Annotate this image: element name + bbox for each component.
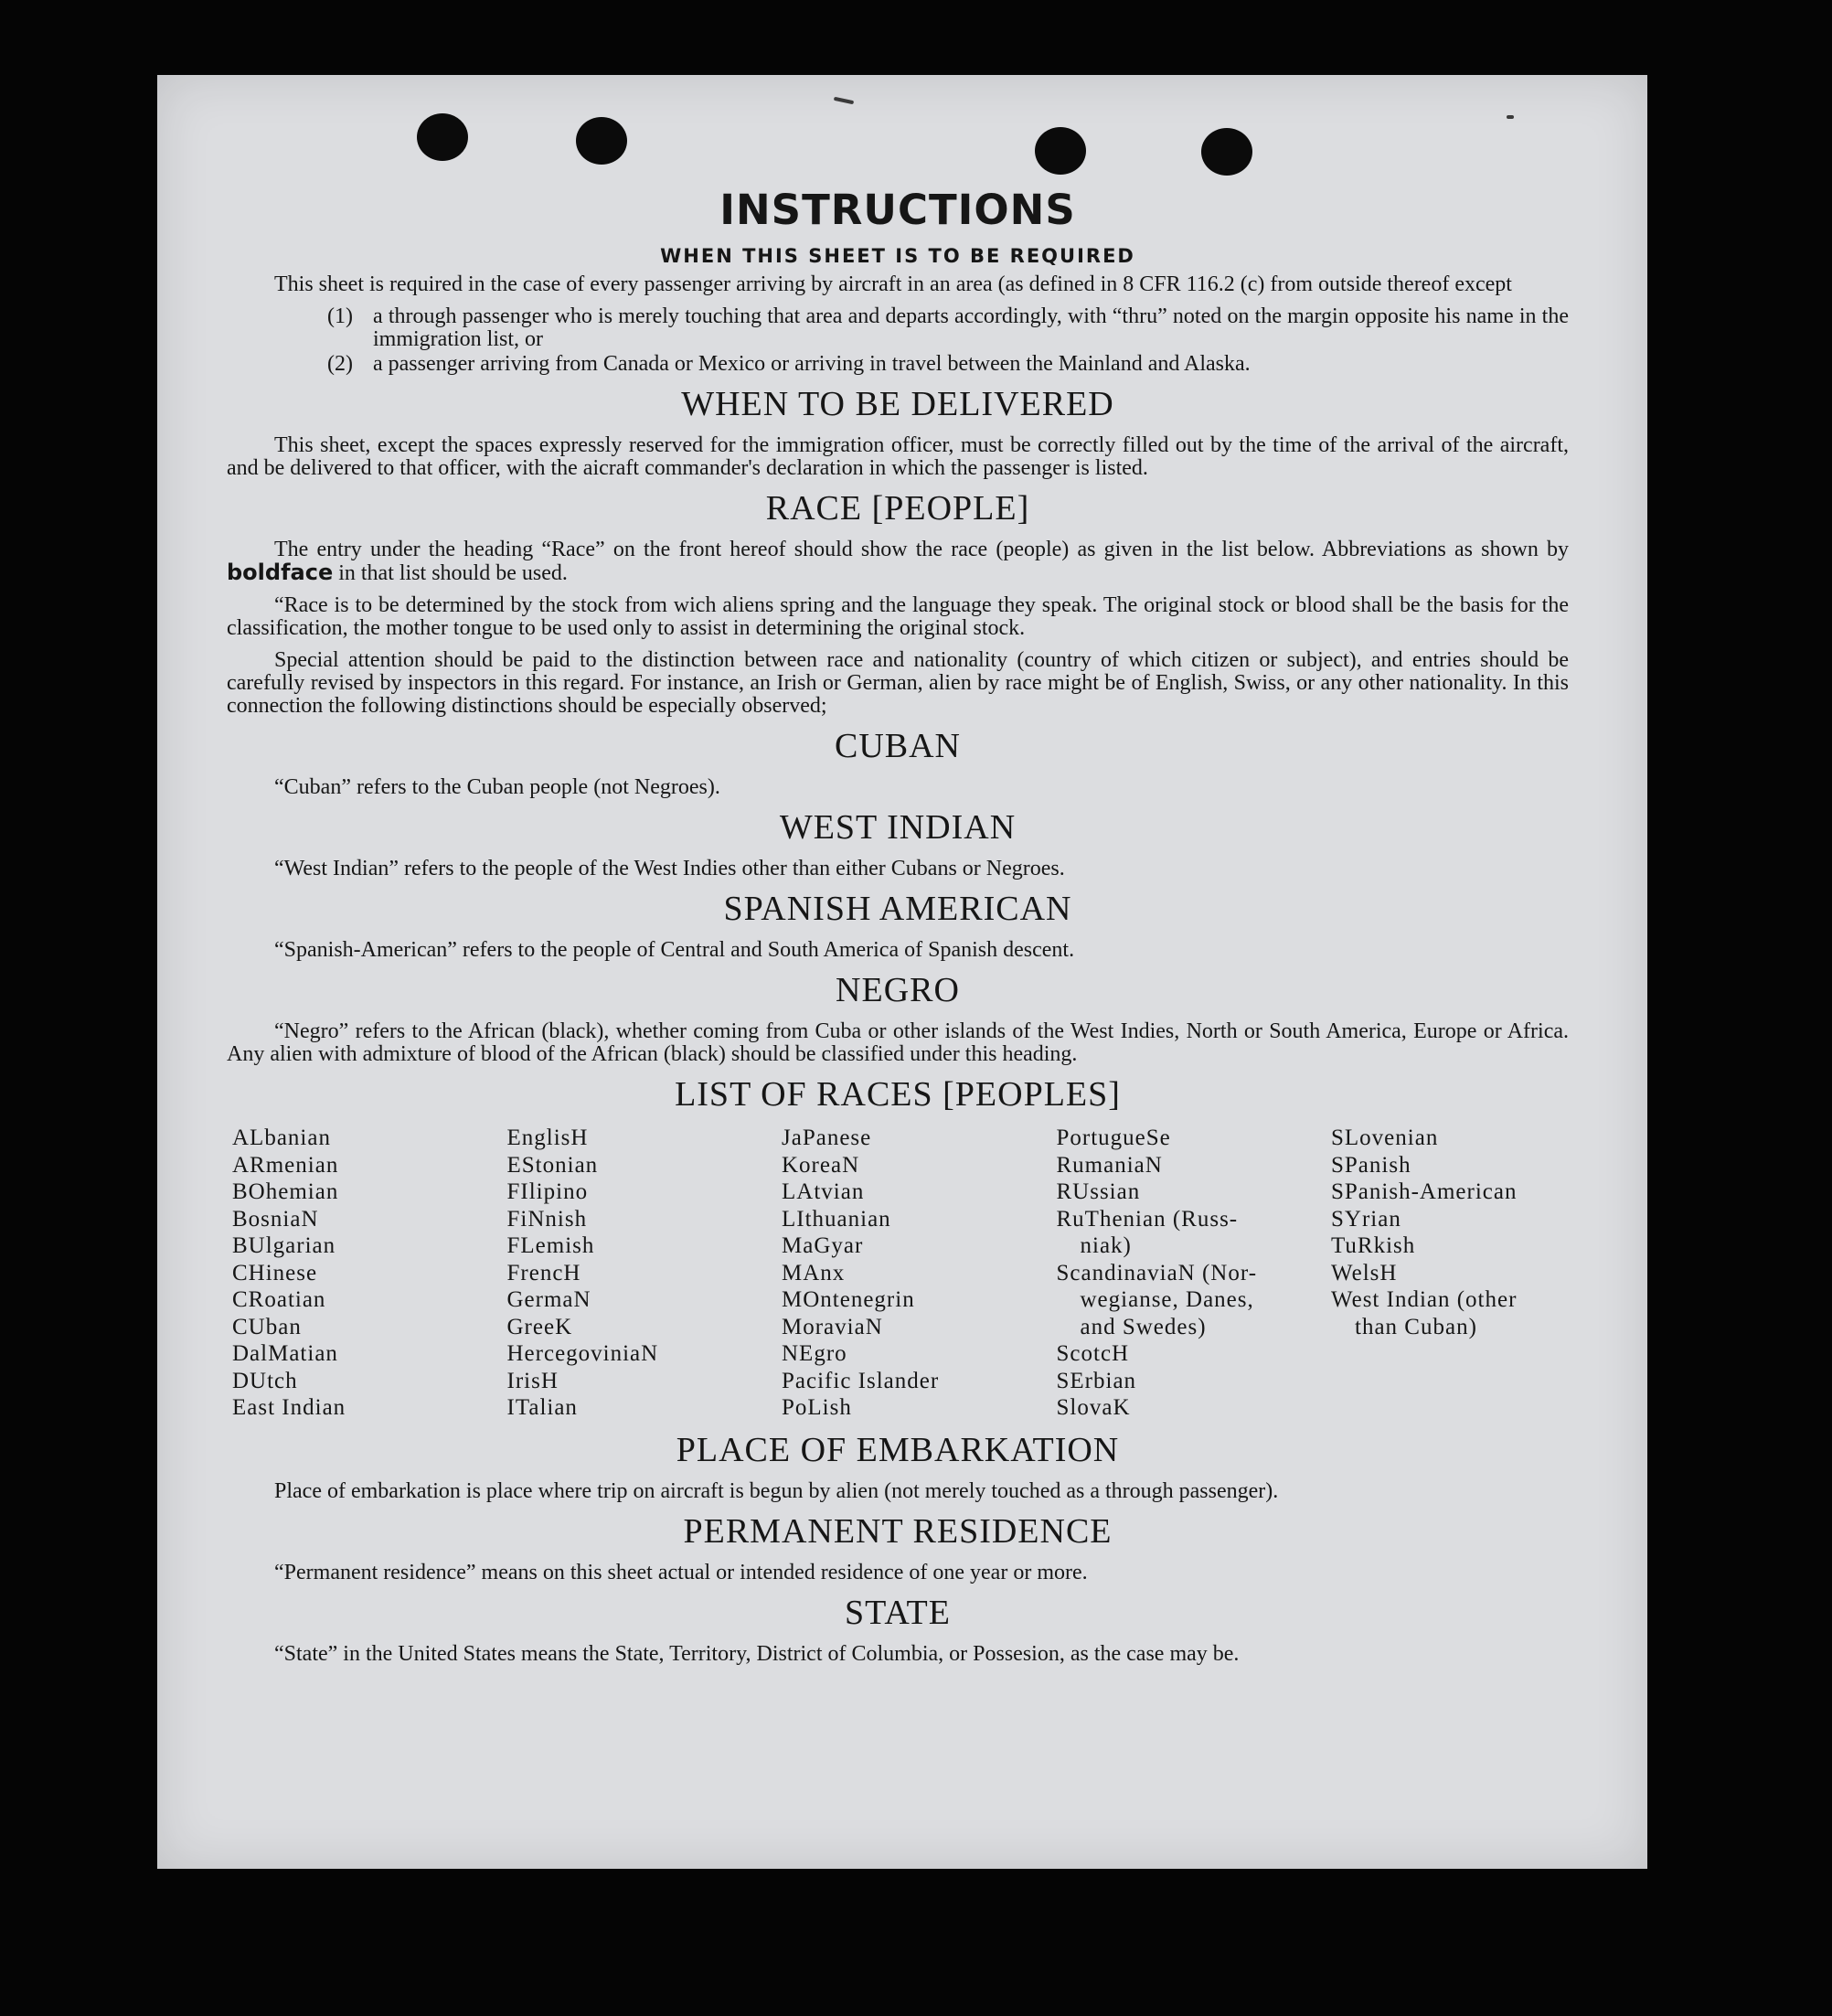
race-heading: RACE [PEOPLE] bbox=[765, 489, 1030, 528]
race-entry: SErbian bbox=[1056, 1368, 1137, 1393]
required-heading: WHEN THIS SHEET IS TO BE REQUIRED bbox=[660, 245, 1135, 267]
race-entry: HercegoviniaN bbox=[506, 1341, 659, 1366]
boldface-word: boldface bbox=[227, 560, 334, 585]
race-entry: JaPanese bbox=[782, 1125, 872, 1150]
residence-text: “Permanent residence” means on this sheet actual or intended residence of one year or more. bbox=[274, 1560, 1088, 1584]
race-entry: and Swedes) bbox=[1080, 1314, 1207, 1339]
race-entry: wegianse, Danes, bbox=[1080, 1287, 1254, 1312]
race-entry: niak) bbox=[1080, 1233, 1132, 1258]
cuban-heading: CUBAN bbox=[834, 727, 962, 765]
race-entry: RuThenian (Russ- bbox=[1056, 1206, 1239, 1232]
race-entry: RumaniaN bbox=[1056, 1152, 1163, 1178]
races-column bbox=[1331, 1125, 1569, 1422]
race-entry: SlovaK bbox=[1056, 1395, 1131, 1420]
race-entry: MOntenegrin bbox=[782, 1287, 915, 1312]
race-entry: RUssian bbox=[1056, 1179, 1141, 1204]
race-entry: GreeK bbox=[506, 1314, 573, 1339]
race-entry: LIthuanian bbox=[782, 1206, 891, 1232]
race-entry: ITalian bbox=[506, 1395, 578, 1420]
punch-hole bbox=[1035, 127, 1086, 175]
race-entry: EnglisH bbox=[506, 1125, 589, 1150]
residence-heading: PERMANENT RESIDENCE bbox=[683, 1511, 1113, 1551]
exception-text: a passenger arriving from Canada or Mexico or arriving in travel between the Mainland and Alaska. bbox=[373, 352, 1251, 376]
spanish-american-text: “Spanish-American” refers to the people of Central and South America of Spanish descent. bbox=[274, 938, 1075, 962]
exception-text: a through passenger who is merely touching that area and departs accordingly, with “thru” noted on the margin opposite his name in the immigration list, or bbox=[373, 304, 1569, 351]
race-p1-start: The entry under the heading “Race” on the front hereof should show the race (people) as given in the list below. Abbreviations as shown by bbox=[274, 538, 1569, 561]
races-table bbox=[232, 1125, 1569, 1422]
exception-item bbox=[227, 353, 1569, 376]
race-entry: BosniaN bbox=[232, 1206, 319, 1232]
race-entry: BUlgarian bbox=[232, 1233, 336, 1258]
exception-item bbox=[227, 305, 1569, 351]
race-entry: BOhemian bbox=[232, 1179, 339, 1204]
document-body bbox=[227, 188, 1569, 1675]
embarkation-heading: PLACE OF EMBARKATION bbox=[676, 1430, 1120, 1469]
race-p1-end: in that list should be used. bbox=[333, 561, 568, 585]
embarkation-text: Place of embarkation is place where trip on aircraft is begun by alien (not merely touched as a through passenger). bbox=[274, 1478, 1279, 1503]
race-entry: East Indian bbox=[232, 1395, 346, 1420]
race-entry: KoreaN bbox=[782, 1152, 860, 1178]
race-entry: than Cuban) bbox=[1355, 1314, 1477, 1339]
race-entry: MoraviaN bbox=[782, 1314, 883, 1339]
race-entry: EStonian bbox=[506, 1152, 599, 1178]
spanish-american-heading: SPANISH AMERICAN bbox=[723, 890, 1072, 928]
punch-hole bbox=[576, 117, 627, 165]
race-entry: DUtch bbox=[232, 1368, 298, 1393]
races-column bbox=[1057, 1125, 1324, 1422]
exception-number: (2) bbox=[327, 352, 353, 376]
race-entry: SYrian bbox=[1331, 1206, 1401, 1232]
races-column bbox=[232, 1125, 499, 1422]
negro-text: “Negro” refers to the African (black), whether coming from Cuba or other islands of the West Indies, North or South America, Europe or Africa. Any alien with admixture of blood of the African (black) should be classified under this heading. bbox=[227, 1019, 1569, 1066]
race-entry: GermaN bbox=[506, 1287, 591, 1312]
west-indian-heading: WEST INDIAN bbox=[779, 808, 1017, 847]
races-column bbox=[507, 1125, 774, 1422]
race-entry: FIlipino bbox=[506, 1179, 589, 1204]
race-entry: SPanish bbox=[1331, 1152, 1411, 1178]
list-of-races-heading: LIST OF RACES [PEOPLES] bbox=[675, 1075, 1121, 1114]
race-entry: SLovenian bbox=[1331, 1125, 1439, 1150]
delivered-text: This sheet, except the spaces expressly reserved for the immigration officer, must be correctly filled out by the time of the arrival of the aircraft, and be delivered to that officer, with the aicraft commander's declaration in which the passenger is listed. bbox=[227, 433, 1569, 480]
state-heading: STATE bbox=[845, 1593, 951, 1632]
race-entry: CHinese bbox=[232, 1260, 318, 1285]
punch-hole bbox=[417, 113, 468, 161]
race-paragraph-3: Special attention should be paid to the distinction between race and nationality (country of which citizen or subject), and entries should be carefully revised by inspectors in this regard. For instance, an Irish or German, alien by race might be of English, Swiss, or any other nationality. In this connection the following distinctions should be especially observed; bbox=[227, 648, 1569, 718]
race-entry: SPanish-American bbox=[1331, 1179, 1518, 1204]
race-entry: IrisH bbox=[506, 1368, 559, 1393]
negro-heading: NEGRO bbox=[836, 971, 960, 1009]
race-entry: NEgro bbox=[782, 1341, 847, 1366]
race-entry: ScandinaviaN (Nor- bbox=[1056, 1260, 1258, 1285]
race-entry: ScotcH bbox=[1056, 1341, 1130, 1366]
document-page bbox=[157, 75, 1647, 1869]
exception-number: (1) bbox=[327, 304, 353, 328]
race-entry: TuRkish bbox=[1331, 1233, 1416, 1258]
race-entry: FiNnish bbox=[506, 1206, 588, 1232]
ink-mark bbox=[834, 97, 854, 104]
punch-hole bbox=[1201, 128, 1252, 176]
race-paragraph-1 bbox=[227, 539, 1569, 585]
race-entry: PortugueSe bbox=[1056, 1125, 1171, 1150]
race-entry: CUban bbox=[232, 1314, 302, 1339]
race-entry: WelsH bbox=[1331, 1260, 1398, 1285]
cuban-text: “Cuban” refers to the Cuban people (not Negroes). bbox=[274, 775, 720, 799]
races-column bbox=[782, 1125, 1049, 1422]
race-entry: FLemish bbox=[506, 1233, 595, 1258]
race-entry: West Indian (other bbox=[1331, 1287, 1518, 1312]
state-text: “State” in the United States means the State, Territory, District of Columbia, or Possesion, as the case may be. bbox=[274, 1641, 1240, 1666]
race-entry: Pacific Islander bbox=[782, 1368, 940, 1393]
page-title: INSTRUCTIONS bbox=[719, 186, 1076, 234]
race-entry: FrencH bbox=[506, 1260, 581, 1285]
race-entry: MAnx bbox=[782, 1260, 846, 1285]
race-entry: MaGyar bbox=[782, 1233, 864, 1258]
race-entry: DalMatian bbox=[232, 1341, 338, 1366]
required-intro: This sheet is required in the case of every passenger arriving by aircraft in an area (as defined in 8 CFR 116.2 (c) from outside thereof except bbox=[274, 272, 1512, 296]
west-indian-text: “West Indian” refers to the people of the West Indies other than either Cubans or Negroes. bbox=[274, 857, 1065, 880]
race-entry: CRoatian bbox=[232, 1287, 326, 1312]
race-entry: ALbanian bbox=[232, 1125, 331, 1150]
race-entry: ARmenian bbox=[232, 1152, 339, 1178]
race-paragraph-2: “Race is to be determined by the stock from wich aliens spring and the language they speak. The original stock or blood shall be the basis for the classification, the mother tongue to be used only to assist in determining the original stock. bbox=[227, 593, 1569, 640]
ink-mark bbox=[1507, 115, 1514, 119]
delivered-heading: WHEN TO BE DELIVERED bbox=[681, 385, 1114, 423]
race-entry: LAtvian bbox=[782, 1179, 865, 1204]
race-entry: PoLish bbox=[782, 1395, 852, 1420]
